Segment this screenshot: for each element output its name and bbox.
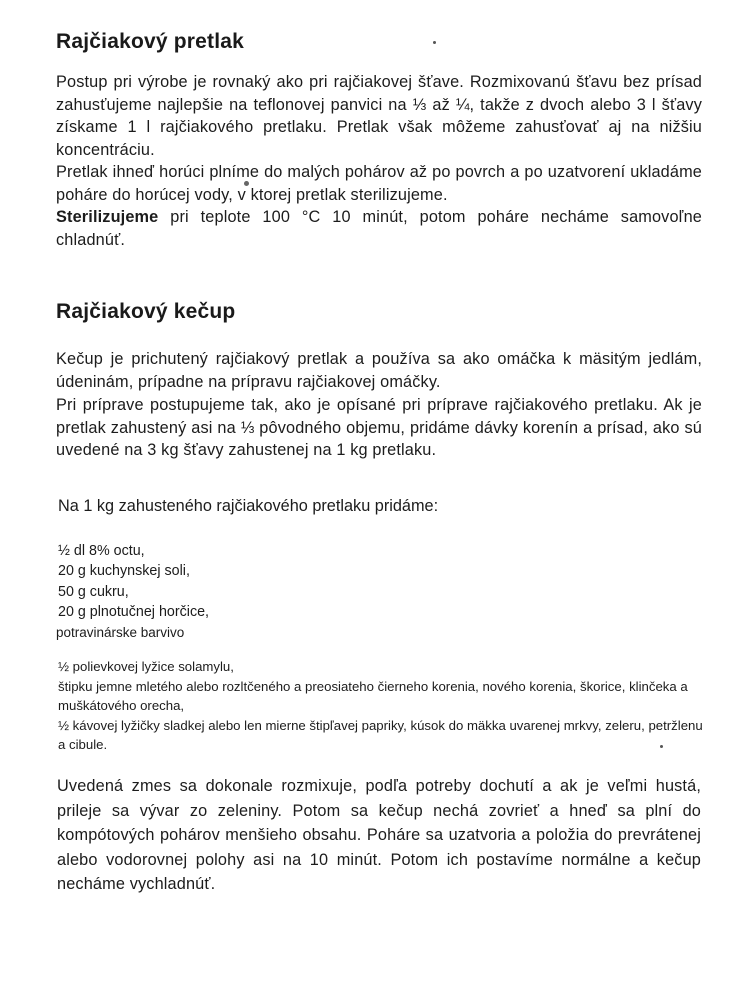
paragraph-text: pri teplote 100 °C 10 minút, potom poháre necháme samovoľne chladnúť. <box>56 208 702 249</box>
scan-speck <box>433 41 436 44</box>
paragraph-text: Pri príprave postupujeme tak, ako je opísané pri príprave rajčiakového pretlaku. Ak je pretlak zahustený asi na ⅓ pôvodného objemu, pridáme dávky korenín a prísad, ako sú uvedené na 3 kg šťavy zahustenej na 1 kg pretlaku. <box>56 396 702 459</box>
ingredient-item: ½ kávovej lyžičky sladkej alebo len mierne štipľavej papriky, kúsok do mäkka uvarenej mrkvy, zeleru, petržlenu a cibule. <box>58 717 703 753</box>
paragraph-text: Postup pri výrobe je rovnaký ako pri rajčiakovej šťave. Rozmixovanú šťavu bez prísad zahusťujeme najlepšie na teflonovej panvici na ⅓ až ¼, takže z dvoch alebo 3 l šťavy získame 1 l rajčiakového pretlaku. Pretlak však môžeme zahusťovať aj na nižšiu koncentráciu. <box>56 73 702 159</box>
ingredient-item: ½ dl 8% octu, <box>58 543 145 559</box>
bold-term: Sterilizujeme <box>56 208 159 226</box>
paragraph-pretlak-procedure <box>56 71 702 161</box>
paragraph-kecup-definition <box>56 348 702 393</box>
ingredient-item: ½ polievkovej lyžice solamylu, <box>58 659 234 674</box>
ingredient-list-b <box>58 657 704 755</box>
paragraph-text: Kečup je prichutený rajčiakový pretlak a používa sa ako omáčka k mäsitým jedlám, údeninám, prípadne na prípravu rajčiakovej omáčky. <box>56 350 702 391</box>
scan-speck <box>244 181 249 186</box>
ingredients-intro: Na 1 kg zahusteného rajčiakového pretlaku pridáme: <box>58 497 439 515</box>
paragraph-kecup-preparation <box>56 394 702 462</box>
ingredient-item: štipku jemne mletého alebo rozltčeného a preosiateho čierneho korenia, nového korenia, škorice, klinčeka a muškátového orecha, <box>58 678 688 714</box>
ingredient-item: 50 g cukru, <box>58 583 129 600</box>
section-title-kecup: Rajčiakový kečup <box>56 300 236 323</box>
paragraph-text: Pretlak ihneď horúci plníme do malých pohárov až po povrch a po uzatvorení ukladáme poháre do horúcej vody, v ktorej pretlak sterilizujeme. <box>56 163 702 204</box>
paragraph-kecup-finishing <box>57 774 701 897</box>
scan-speck <box>660 745 663 748</box>
ingredient-colorant: potravinárske barvivo <box>56 625 185 640</box>
paragraph-pretlak-sterilization <box>56 206 702 251</box>
section-title-pretlak: Rajčiakový pretlak <box>56 30 245 53</box>
paragraph-text: Uvedená zmes sa dokonale rozmixuje, podľa potreby dochutí a ak je veľmi hustá, prileje sa vývar zo zeleniny. Potom sa kečup nechá zovrieť a hneď sa plní do kompótových pohárov menšieho obsahu. Poháre sa uzatvoria a položia do prevrátenej alebo vodorovnej polohy asi na 10 minút. Potom ich postavíme normálne a kečup necháme vychladnúť. <box>57 777 701 893</box>
ingredient-item: 20 g plnotučnej horčice, <box>58 603 210 620</box>
paragraph-pretlak-filling <box>56 161 702 206</box>
ingredient-list-a <box>58 541 209 622</box>
ingredient-item: 20 g kuchynskej soli, <box>58 563 190 580</box>
